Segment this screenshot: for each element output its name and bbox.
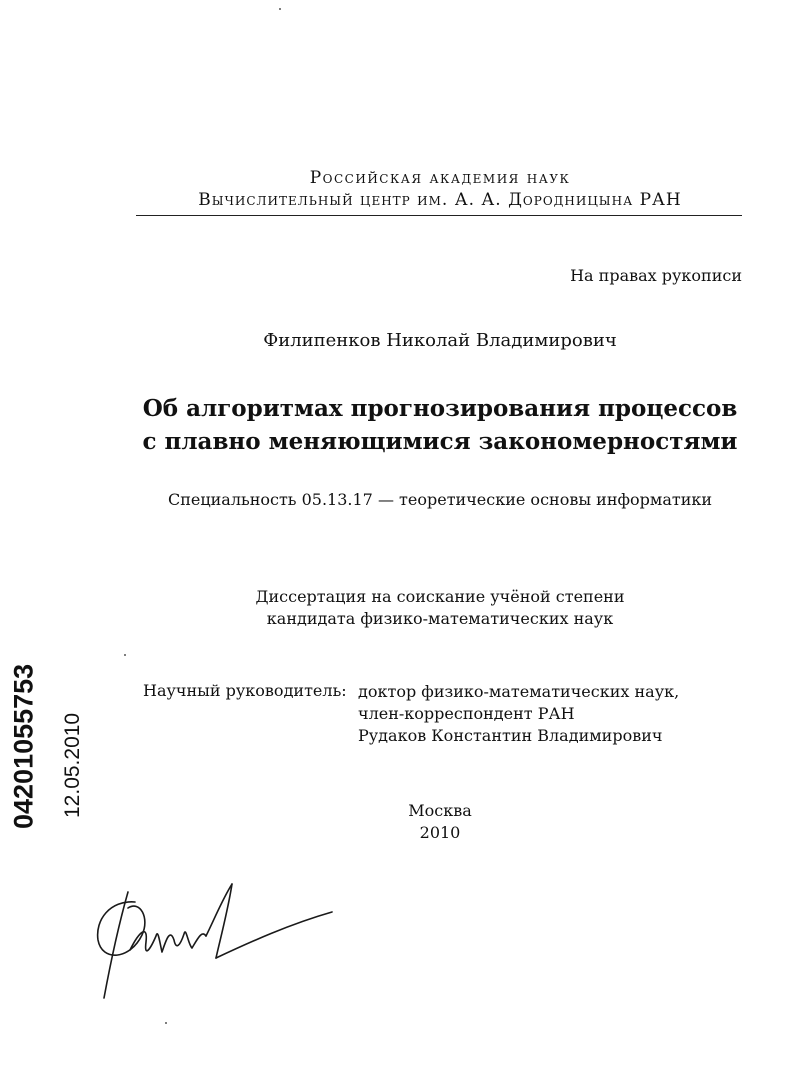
degree-statement: [0, 586, 792, 630]
header-divider: [136, 215, 742, 216]
degree-line-2: кандидата физико-математических наук: [266, 609, 614, 628]
advisor-degree: доктор физико-математических наук,: [358, 682, 680, 701]
advisor-title: член-корреспондент РАН: [358, 704, 575, 723]
manuscript-note: На правах рукописи: [570, 266, 742, 285]
library-stamp-date: 12.05.2010: [61, 712, 84, 818]
handwritten-signature: [90, 880, 340, 1010]
advisor-name: Рудаков Константин Владимирович: [358, 726, 663, 745]
scan-speck: [165, 1022, 167, 1024]
year: 2010: [419, 823, 461, 842]
scan-speck: [279, 8, 281, 10]
city: Москва: [408, 801, 472, 820]
organization-name: Российская академия наук: [309, 168, 571, 188]
advisor-label: Научный руководитель:: [143, 681, 347, 700]
title-line-2: с плавно меняющимися закономерностями: [142, 428, 738, 455]
library-stamp-number: 04201055753: [8, 663, 39, 829]
scan-speck: [124, 654, 126, 656]
dissertation-title: [0, 392, 792, 458]
imprint: [0, 800, 792, 844]
advisor-details: [358, 681, 679, 747]
specialty: Специальность 05.13.17 — теоретические основы информатики: [167, 490, 713, 509]
degree-line-1: Диссертация на соискание учёной степени: [255, 587, 625, 606]
title-line-1: Об алгоритмах прогнозирования процессов: [142, 395, 738, 422]
author-name: Филипенков Николай Владимирович: [263, 330, 617, 351]
institute-name: Вычислительный центр им. А. А. Дородницына РАН: [198, 190, 682, 210]
